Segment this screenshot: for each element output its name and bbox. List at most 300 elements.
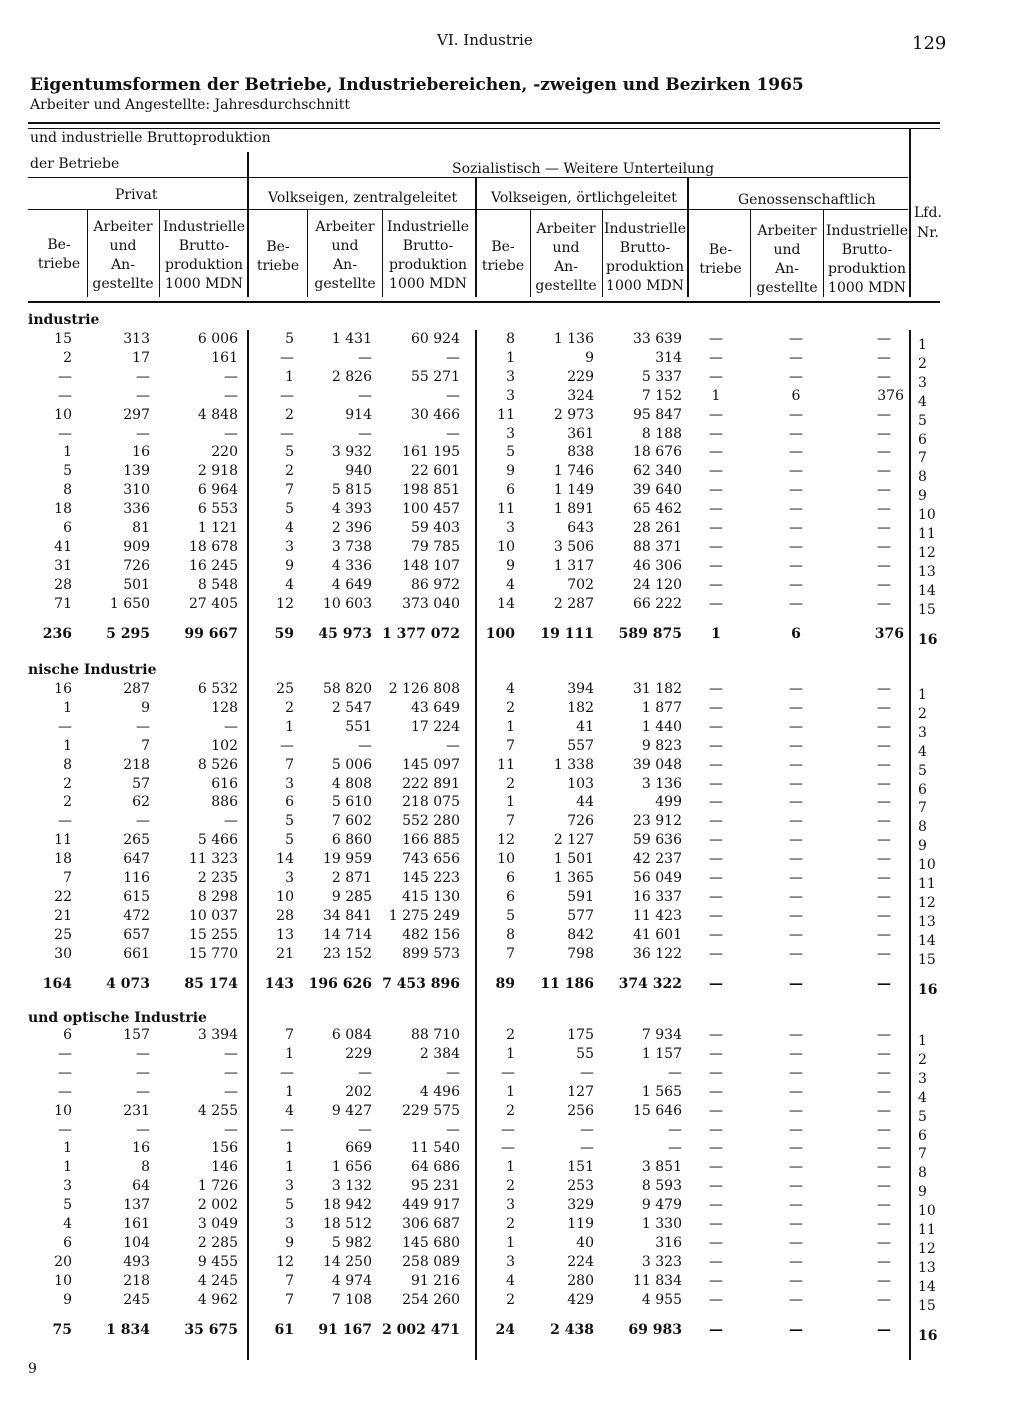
cell-private-arbeiter: 16 [132,1140,150,1157]
cell-gen-arbeiter: — [789,718,803,735]
cell-vz-arbeiter: 5 982 [331,1234,372,1251]
table-row [0,1291,1024,1314]
cell-lfd-nr: 2 [918,705,927,722]
cell-private-arbeiter: 909 [123,538,150,555]
cell-vz-betriebe: 61 [274,1321,294,1338]
cell-vo-produktion: 59 636 [633,832,682,849]
cell-gen-produktion: — [877,718,891,735]
cell-vo-produktion: 3 851 [641,1159,682,1176]
table-row [0,869,1024,892]
table-row [0,330,1024,353]
cell-gen-arbeiter: — [789,576,803,593]
cell-gen-arbeiter: — [789,463,803,480]
cell-vo-produktion: 65 462 [633,501,682,518]
cell-vz-produktion: — [446,349,460,366]
table-row [0,349,1024,372]
cell-vo-arbeiter: 557 [567,737,594,754]
cell-vz-produktion: 59 403 [411,520,460,536]
cell-vz-arbeiter: 9 427 [331,1102,372,1119]
cell-vo-produktion: 7 152 [641,387,682,404]
cell-private-arbeiter: 265 [123,832,150,849]
cell-vz-produktion: 743 656 [402,851,460,868]
cell-vz-produktion: 95 231 [411,1178,460,1195]
cell-vo-betriebe: 9 [506,463,515,480]
section-title: nische Industrie [28,662,157,678]
table-row [0,538,1024,561]
cell-vo-betriebe: 3 [506,387,515,404]
header-privat: Privat [115,187,158,203]
cell-private-produktion: — [224,1064,238,1081]
cell-private-arbeiter: 139 [123,463,150,480]
cell-gen-betriebe: — [709,1272,723,1289]
cell-vo-produktion: 374 322 [618,975,682,992]
cell-gen-betriebe: — [709,775,723,792]
header-text: gestellte [314,276,376,292]
cell-private-arbeiter: 245 [123,1291,150,1308]
cell-private-produktion: 2 285 [197,1234,238,1251]
cell-vz-produktion: 373 040 [402,595,460,612]
cell-private-produktion: 4 255 [197,1102,238,1119]
cell-private-arbeiter: — [136,1121,150,1138]
cell-vo-betriebe: 1 [506,1045,515,1062]
table-row [0,500,1024,524]
table-row [0,1272,1024,1295]
cell-gen-arbeiter: — [789,794,803,811]
cell-vo-betriebe: 2 [506,775,515,792]
cell-vz-betriebe: 59 [274,625,294,642]
header-text: Arbeiter [93,219,153,235]
cell-lfd-nr: 15 [918,951,936,968]
cell-vz-arbeiter: 669 [345,1140,372,1157]
cell-private-produktion: 27 405 [189,595,238,612]
cell-private-produktion: 220 [211,444,238,461]
table-row [0,718,1024,741]
cell-private-arbeiter: 287 [123,681,150,697]
header-genossenschaftlich: Genossenschaftlich [738,192,876,208]
cell-vz-betriebe: 5 [285,1197,294,1214]
cell-private-produktion: 156 [211,1140,238,1157]
cell-private-arbeiter: 310 [123,482,150,499]
cell-gen-produktion: — [877,794,891,811]
cell-vo-betriebe: 6 [506,482,515,499]
cell-vz-betriebe: 10 [276,888,294,905]
cell-gen-arbeiter: — [789,870,803,886]
cell-lfd-nr: 7 [918,800,927,817]
cell-lfd-nr: 8 [918,819,927,836]
cell-vo-produktion: 62 340 [633,463,682,480]
cell-gen-produktion: — [877,926,891,943]
cell-vz-betriebe: 5 [285,444,294,461]
cell-vo-arbeiter: 324 [567,387,594,404]
cell-vo-arbeiter: 3 506 [553,538,594,555]
cell-vo-arbeiter: 577 [567,907,594,924]
cell-lfd-nr: 15 [918,601,936,618]
cell-private-betriebe: 7 [63,870,72,886]
cell-vz-arbeiter: 10 603 [323,595,372,612]
cell-vo-betriebe: 1 [506,349,515,366]
cell-vo-betriebe: 3 [506,520,515,536]
cell-vz-arbeiter: 45 973 [318,625,372,642]
cell-gen-arbeiter: — [789,1178,803,1195]
cell-gen-betriebe: — [709,406,723,423]
cell-vz-arbeiter: 5 006 [331,756,372,773]
cell-vo-produktion: 23 912 [633,813,682,830]
cell-vo-produktion: 1 440 [641,718,682,735]
cell-private-betriebe: 8 [63,756,72,773]
cell-gen-betriebe: — [709,888,723,905]
cell-gen-arbeiter: — [789,1253,803,1270]
cell-vz-produktion: 306 687 [402,1216,460,1232]
cell-vz-produktion: 22 601 [411,463,460,480]
cell-gen-arbeiter: — [789,1064,803,1081]
cell-gen-produktion: — [877,1027,891,1043]
cell-lfd-nr: 8 [918,469,927,486]
cell-private-arbeiter: 8 [141,1159,150,1176]
cell-vo-produktion: — [668,1140,682,1157]
cell-private-produktion: — [224,1045,238,1062]
cell-private-betriebe: 1 [63,699,72,716]
cell-private-produktion: — [224,1121,238,1138]
cell-private-arbeiter: 5 295 [106,625,150,642]
header-text: Be- [491,239,515,255]
cell-vo-arbeiter: 280 [567,1272,594,1289]
cell-gen-produktion: — [877,888,891,905]
cell-private-betriebe: 2 [63,349,72,366]
cell-gen-arbeiter: — [789,907,803,924]
header-col-arbeiter [752,222,822,298]
cell-private-produktion: 9 455 [197,1253,238,1270]
cell-vo-produktion: 24 120 [633,576,682,593]
cell-vo-arbeiter: 44 [576,794,594,811]
cell-vz-betriebe: 7 [285,482,294,499]
table-row [0,481,1024,505]
cell-gen-arbeiter: — [789,1102,803,1119]
cell-vz-arbeiter: 4 336 [331,557,372,574]
cell-lfd-nr: 6 [918,431,927,448]
cell-vz-produktion: 482 156 [402,926,460,943]
cell-private-produktion: 16 245 [189,557,238,574]
cell-vz-arbeiter: 19 959 [323,851,372,868]
cell-vz-arbeiter: 14 250 [323,1253,372,1270]
cell-vo-produktion: 16 337 [633,888,682,905]
cell-vz-produktion: 88 710 [411,1027,460,1043]
cell-vo-arbeiter: 229 [567,368,594,385]
cell-vz-betriebe: 5 [285,832,294,849]
cell-vo-produktion: 314 [655,349,682,366]
header-col-betriebe [693,241,748,279]
cell-vz-arbeiter: — [358,1064,372,1081]
cell-private-arbeiter: 16 [132,444,150,461]
cell-vz-arbeiter: 18 512 [323,1216,372,1232]
table-row [0,1215,1024,1238]
cell-vz-arbeiter: 4 808 [331,775,372,792]
cell-gen-arbeiter: — [789,756,803,773]
cell-gen-arbeiter: — [789,1216,803,1232]
cell-vo-betriebe: 2 [506,1178,515,1195]
cell-vz-betriebe: — [280,1064,294,1081]
table-row [0,1158,1024,1182]
cell-vo-arbeiter: 2 973 [553,406,594,423]
cell-vz-betriebe: 7 [285,756,294,773]
cell-private-produktion: — [224,368,238,385]
cell-lfd-nr: 3 [918,374,927,391]
cell-vo-arbeiter: 1 746 [553,463,594,480]
cell-lfd-nr: 13 [918,563,936,580]
cell-vz-betriebe: 4 [285,520,294,536]
cell-vz-arbeiter: 34 841 [323,907,372,924]
table-row [0,812,1024,836]
cell-vz-produktion: 43 649 [411,699,460,716]
cell-gen-arbeiter: — [789,538,803,555]
cell-vo-arbeiter: 643 [567,520,594,536]
cell-private-betriebe: 11 [54,832,72,849]
cell-gen-arbeiter: — [789,681,803,697]
cell-private-betriebe: 25 [54,926,72,943]
cell-vo-produktion: 39 640 [633,482,682,499]
cell-vo-arbeiter: 127 [567,1083,594,1100]
cell-vz-arbeiter: 4 974 [331,1272,372,1289]
chapter-heading: VI. Industrie [437,31,533,49]
cell-gen-arbeiter: — [789,1121,803,1138]
cell-vz-arbeiter: — [358,1121,372,1138]
table-row [0,945,1024,968]
cell-vo-betriebe: — [501,1064,515,1081]
cell-vz-arbeiter: 4 649 [331,576,372,593]
cell-gen-betriebe: — [709,1102,723,1119]
cell-gen-produktion: — [877,832,891,849]
cell-vz-arbeiter: 14 714 [323,926,372,943]
cell-vz-arbeiter: 7 602 [331,813,372,830]
cell-private-betriebe: 71 [54,595,72,612]
cell-private-arbeiter: 615 [123,888,150,905]
cell-vz-arbeiter: — [358,425,372,442]
cell-private-arbeiter: 472 [123,907,150,924]
cell-lfd-nr: 14 [918,932,936,949]
cell-private-arbeiter: 17 [132,349,150,366]
cell-private-betriebe: 236 [42,625,72,642]
cell-vz-betriebe: 25 [276,681,294,697]
cell-vo-betriebe: 2 [506,1291,515,1308]
cell-vz-betriebe: 21 [276,945,294,962]
cell-gen-betriebe: — [709,368,723,385]
cell-vo-produktion: 15 646 [633,1102,682,1119]
cell-gen-betriebe: — [709,718,723,735]
table-row [0,557,1024,580]
cell-private-produktion: — [224,718,238,735]
cell-gen-produktion: — [877,368,891,385]
cell-vo-produktion: 31 182 [633,681,682,697]
cell-lfd-nr: 6 [918,1127,927,1144]
cell-gen-betriebe: — [709,1140,723,1157]
cell-vo-arbeiter: 1 891 [553,501,594,518]
cell-private-produktion: 99 667 [184,625,238,642]
cell-vo-betriebe: 6 [506,888,515,905]
cell-vo-produktion: 499 [655,794,682,811]
section-title: industrie [28,312,100,328]
cell-vo-betriebe: 4 [506,681,515,697]
cell-gen-produktion: — [877,813,891,830]
table-row [0,1064,1024,1087]
cell-gen-arbeiter: — [789,444,803,461]
cell-vo-betriebe: 100 [485,625,515,642]
cell-gen-betriebe: 1 [711,625,721,642]
cell-private-betriebe: — [58,425,72,442]
cell-vz-arbeiter: 940 [345,463,372,480]
cell-gen-produktion: — [877,1140,891,1157]
cell-gen-produktion: — [877,1197,891,1214]
cell-gen-betriebe: — [709,975,723,992]
cell-private-betriebe: 164 [42,975,72,992]
header-lfd [914,203,942,243]
cell-private-arbeiter: 231 [123,1102,150,1119]
cell-vz-betriebe: 7 [285,1272,294,1289]
cell-vz-produktion: 11 540 [411,1140,460,1157]
cell-vz-produktion: 2 384 [419,1045,460,1062]
cell-vo-betriebe: 89 [495,975,515,992]
header-lfd-line1: Lfd. [914,205,942,221]
cell-vz-produktion: — [446,425,460,442]
cell-private-produktion: 4 962 [197,1291,238,1308]
header-col-betriebe [478,238,528,276]
cell-vz-arbeiter: 229 [345,1045,372,1062]
table-row [0,888,1024,911]
header-text: Arbeiter [757,223,817,239]
cell-vo-betriebe: 2 [506,1027,515,1043]
header-text: gestellte [535,278,597,294]
cell-private-produktion: 6 553 [197,501,238,518]
cell-vo-produktion: — [668,1121,682,1138]
cell-private-betriebe: 4 [63,1216,72,1232]
cell-lfd-nr: 2 [918,355,927,372]
cell-vz-betriebe: 3 [285,1216,294,1232]
header-text: 1000 MDN [389,276,467,292]
table-row [0,1139,1024,1163]
cell-gen-betriebe: — [709,1321,723,1338]
header-text: An- [333,257,357,273]
cell-gen-produktion: — [877,851,891,868]
table-row [0,680,1024,703]
cell-gen-betriebe: — [709,1121,723,1138]
cell-private-betriebe: 6 [63,1234,72,1251]
cell-gen-betriebe: — [709,699,723,716]
cell-vo-betriebe: 12 [497,832,515,849]
cell-lfd-nr: 5 [918,412,927,429]
cell-vz-betriebe: 3 [285,538,294,555]
cell-vz-betriebe: 143 [264,975,294,992]
cell-private-arbeiter: 218 [123,756,150,773]
cell-private-produktion: 1 726 [197,1178,238,1195]
cell-vo-betriebe: 2 [506,1216,515,1232]
cell-gen-arbeiter: — [789,368,803,385]
cell-vo-produktion: 8 593 [641,1178,682,1195]
cell-private-produktion: 3 049 [197,1216,238,1232]
cell-gen-arbeiter: — [789,331,803,347]
cell-vo-betriebe: 10 [497,851,515,868]
cell-private-betriebe: 10 [54,406,72,423]
cell-vz-arbeiter: 9 285 [331,888,372,905]
cell-vo-arbeiter: 253 [567,1178,594,1195]
header-volkseigen-zentral: Volkseigen, zentralgeleitet [268,190,458,206]
cell-private-arbeiter: 7 [141,737,150,754]
cell-private-betriebe: — [58,1121,72,1138]
cell-private-arbeiter: — [136,1064,150,1081]
total-row [0,1321,1024,1344]
cell-lfd-nr: 12 [918,544,936,561]
cell-gen-betriebe: — [709,832,723,849]
cell-private-arbeiter: 313 [123,331,150,347]
cell-vz-arbeiter: — [358,737,372,754]
table-row [0,1196,1024,1220]
header-divider [687,178,689,297]
table-row [0,425,1024,448]
cell-private-arbeiter: 104 [123,1234,150,1251]
cell-private-betriebe: 1 [63,1140,72,1157]
header-subdivider [823,210,824,297]
cell-vz-betriebe: 2 [285,699,294,716]
header-text: Be- [708,242,733,258]
cell-vz-produktion: 91 216 [411,1272,460,1289]
cell-vo-produktion: 3 136 [641,775,682,792]
cell-private-arbeiter: — [136,718,150,735]
cell-gen-produktion: — [877,1272,891,1289]
header-text: An- [554,259,578,275]
cell-vo-arbeiter: 591 [567,888,594,905]
cell-private-betriebe: 22 [54,888,72,905]
cell-private-arbeiter: 9 [141,699,150,716]
cell-vz-betriebe: 13 [276,926,294,943]
cell-gen-arbeiter: — [789,813,803,830]
cell-gen-betriebe: — [709,349,723,366]
cell-vz-produktion: 1 377 072 [382,625,460,642]
cell-private-betriebe: 10 [54,1102,72,1119]
cell-private-arbeiter: 297 [123,406,150,423]
cell-gen-produktion: — [877,501,891,518]
table-row [0,793,1024,817]
cell-private-betriebe: 15 [54,331,72,347]
cell-gen-betriebe: — [709,463,723,480]
cell-vz-betriebe: 7 [285,1027,294,1043]
cell-vo-produktion: 589 875 [618,625,682,642]
cell-vo-arbeiter: 329 [567,1197,594,1214]
cell-gen-betriebe: — [709,1216,723,1232]
cell-vo-produktion: — [668,1064,682,1081]
header-text: produktion [827,261,907,277]
cell-gen-produktion: — [877,1064,891,1081]
cell-vz-arbeiter: 3 932 [331,444,372,461]
cell-private-produktion: 18 678 [189,538,238,555]
cell-vo-arbeiter: 842 [567,926,594,943]
cell-vz-betriebe: 2 [285,406,294,423]
cell-gen-betriebe: — [709,520,723,536]
cell-private-produktion: — [224,813,238,830]
cell-private-betriebe: 10 [54,1272,72,1289]
cell-gen-produktion: 376 [877,387,904,404]
cell-vz-betriebe: 14 [276,851,294,868]
cell-gen-produktion: — [877,1216,891,1232]
cell-lfd-nr: 13 [918,1259,936,1276]
cell-vz-produktion: 145 097 [402,756,460,773]
cell-lfd-nr: 1 [918,687,927,703]
cell-vo-betriebe: 2 [506,699,515,716]
cell-vz-produktion: 1 275 249 [388,907,460,924]
cell-gen-arbeiter: — [789,482,803,499]
cell-lfd-nr: 3 [918,724,927,741]
cell-private-betriebe: — [58,1083,72,1100]
cell-gen-arbeiter: — [789,1045,803,1062]
header-text: 1000 MDN [606,278,684,294]
cell-vo-arbeiter: 103 [567,775,594,792]
cell-private-arbeiter: — [136,813,150,830]
